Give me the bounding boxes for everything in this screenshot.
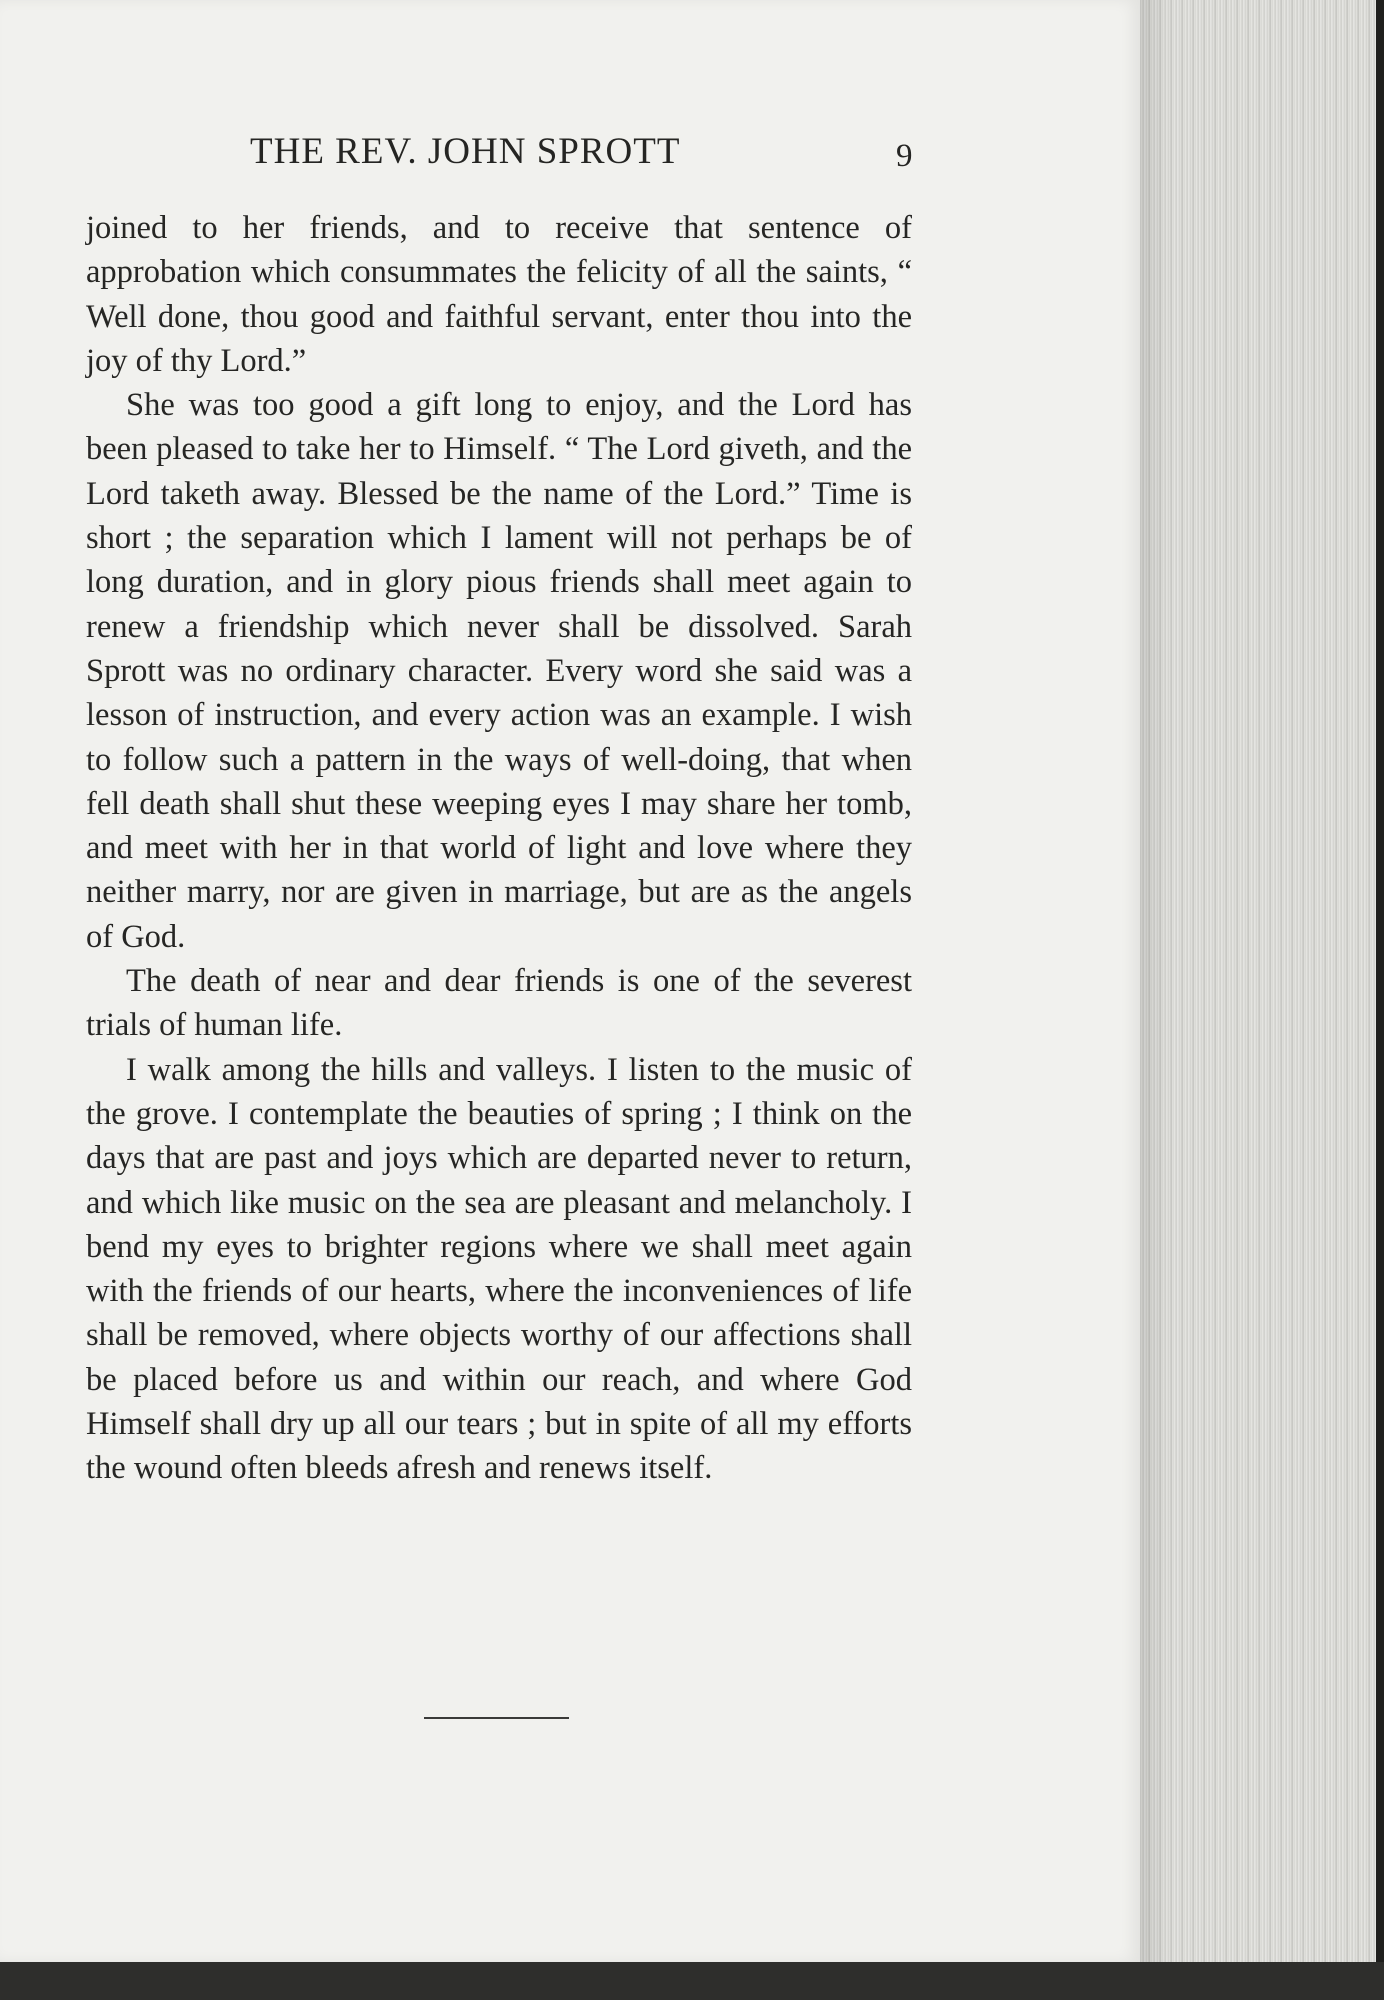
paragraph-continuation: joined to her friends, and to receive that sentence of approbation which consummates the felicity of all the saints, “ Well done, thou good and faithful servant, enter thou into the joy of thy Lord.” — [86, 210, 912, 379]
running-head — [0, 130, 1140, 180]
page-number: 9 — [896, 138, 913, 174]
body-text — [86, 206, 912, 1491]
scan-border-bottom — [0, 1962, 1384, 2000]
paragraph: I walk among the hills and valleys. I listen to the music of the grove. I contemplate the beauties of spring ; I think on the days that are past and joys which are departed never to return, and which like music on the sea are pleasant and melancholy. I bend my eyes to brighter regions where we shall meet again with the friends of our hearts, where the inconveniences of life shall be removed, where objects worthy of our affections shall be placed before us and within our reach, and where God Himself shall dry up all our tears ; but in spite of all my efforts the wound often bleeds afresh and renews itself. — [86, 1051, 912, 1487]
scan-border-right — [1376, 0, 1384, 2000]
paragraph: She was too good a gift long to enjoy, and the Lord has been pleased to take her to Himself. “ The Lord giveth, and the Lord taketh away. Blessed be the name of the Lord.” Time is short ; the separation which I lament will not perhaps be of long duration, and in glory pious friends shall meet again to renew a friendship which never shall be dissolved. Sarah Sprott was no ordinary character. Every word she said was a lesson of instruction, and every action was an example. I wish to follow such a pattern in the ways of well-doing, that when fell death shall shut these weeping eyes I may share her tomb, and meet with her in that world of light and love where they neither marry, nor are given in marriage, but are as the angels of God. — [86, 387, 912, 955]
paragraph: The death of near and dear friends is one of the severest trials of human life. — [86, 963, 912, 1044]
running-title: THE REV. JOHN SPROTT — [250, 131, 681, 172]
end-rule — [424, 1717, 569, 1719]
page-edges — [1140, 0, 1376, 1962]
